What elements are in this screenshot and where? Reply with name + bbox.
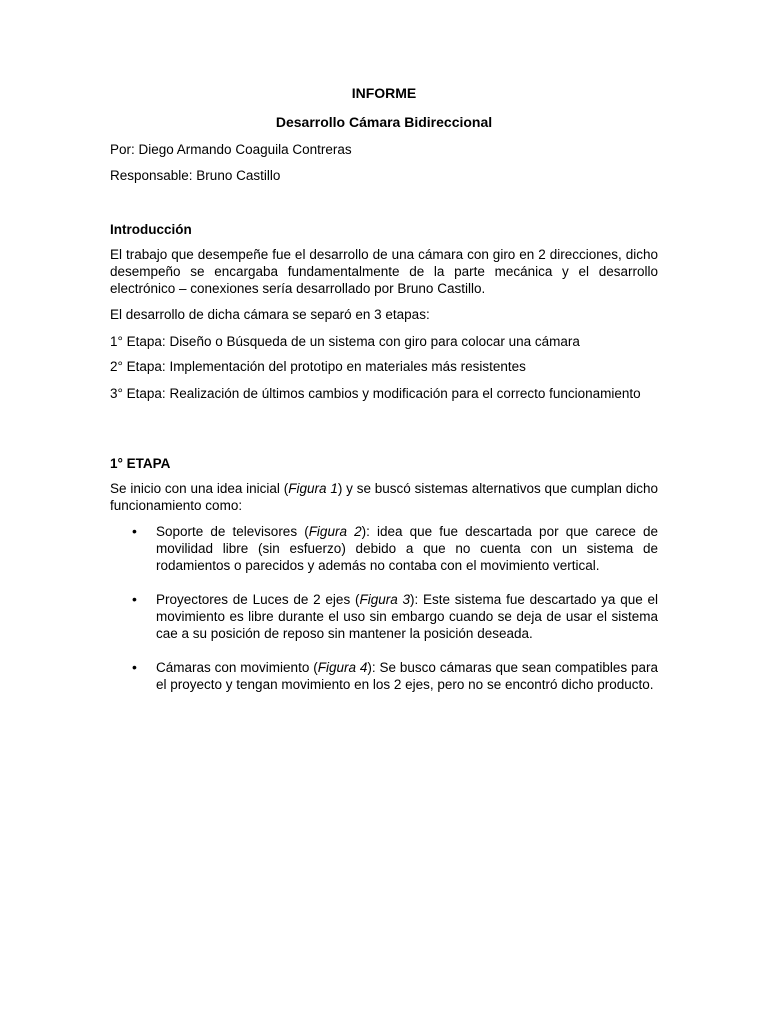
intro-heading: Introducción xyxy=(110,222,192,237)
etapa1-heading: 1° ETAPA xyxy=(110,456,171,471)
list-item-text xyxy=(156,523,658,574)
bullet-icon: • xyxy=(132,659,137,675)
etapa1-intro xyxy=(110,480,658,514)
figure-ref: Figura 4 xyxy=(317,660,368,675)
stages-intro: El desarrollo de dicha cámara se separó en 3 etapas: xyxy=(110,307,430,322)
bullet-icon: • xyxy=(132,591,137,607)
document-title: INFORME xyxy=(351,85,417,101)
bullet-icon: • xyxy=(132,523,137,539)
figure-ref: Figura 3 xyxy=(359,592,410,607)
list-item-text-before: Cámaras con movimiento ( xyxy=(156,660,318,675)
responsible-line: Responsable: Bruno Castillo xyxy=(110,168,281,183)
list-item-text-before: Soporte de televisores ( xyxy=(156,524,309,539)
list-item-text-after: ): idea que fue descartada por que carece de movilidad libre (sin esfuerzo) debido a que no cuenta con un sistema de rodamientos o parecidos y además no contaba con el movimiento vertical. xyxy=(156,524,658,573)
stage-2: 2° Etapa: Implementación del prototipo en materiales más resistentes xyxy=(110,359,526,374)
figure-ref: Figura 1 xyxy=(288,481,338,496)
list-item-text xyxy=(156,659,658,693)
list-item-text-after: ): Se busco cámaras que sean compatibles para el proyecto y tengan movimiento en los 2 ejes, pero no se encontró dicho producto. xyxy=(156,660,658,692)
list-item-text-before: Proyectores de Luces de 2 ejes ( xyxy=(156,592,360,607)
intro-paragraph: El trabajo que desempeñe fue el desarrollo de una cámara con giro en 2 direcciones, dicho desempeño se encargaba fundamentalmente de la parte mecánica y el desarrollo electrónico – conexiones sería desarrollado por Bruno Castillo. xyxy=(110,247,658,296)
document-subtitle: Desarrollo Cámara Bidireccional xyxy=(275,114,493,130)
author-line: Por: Diego Armando Coaguila Contreras xyxy=(110,142,352,157)
list-item-text xyxy=(156,591,658,642)
etapa1-intro-after: ) y se buscó sistemas alternativos que cumplan dicho funcionamiento como: xyxy=(110,481,659,513)
list-item-text-after: ): Este sistema fue descartado ya que el movimiento es libre durante el uso sin embargo cuando se deja de usar el sistema cae a su posición de reposo sin mantener la posición deseada. xyxy=(156,592,658,641)
stage-1: 1° Etapa: Diseño o Búsqueda de un sistema con giro para colocar una cámara xyxy=(110,334,580,349)
etapa1-intro-before: Se inicio con una idea inicial ( xyxy=(110,481,289,496)
figure-ref: Figura 2 xyxy=(308,524,362,539)
stage-3: 3° Etapa: Realización de últimos cambios y modificación para el correcto funcionamiento xyxy=(110,386,641,401)
